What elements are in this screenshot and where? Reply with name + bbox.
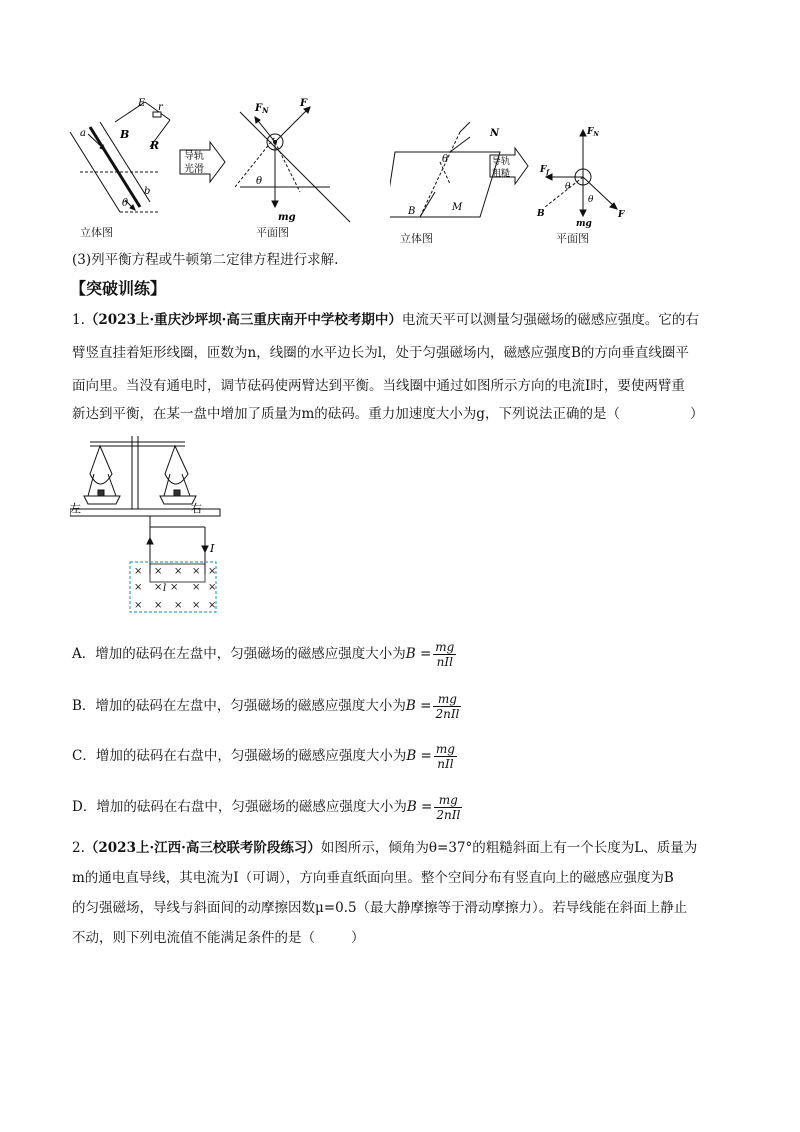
fig2-label-theta3: θ xyxy=(588,195,594,205)
fig1-label-FN: $F_N$ xyxy=(255,103,269,115)
fig2-label-F: F xyxy=(618,210,625,220)
q2-text-4: 不动，则下列电流值不能满足条件的是（ xyxy=(72,930,315,946)
fig1-label-E: E xyxy=(138,98,146,109)
fig1-label-B: B xyxy=(120,128,130,141)
fig1-caption-3d: 立体图 xyxy=(80,226,113,239)
q1-option-d[interactable] xyxy=(72,793,732,822)
svg-text:×: × xyxy=(134,582,143,593)
fig2-label-mg: mg xyxy=(576,219,592,229)
q1-text-1: 电流天平可以测量匀强磁场的磁感应强度。它的右 xyxy=(401,312,699,328)
q1-source: （2023上·重庆沙坪坝·高三重庆南开中学校考期中） xyxy=(84,312,402,328)
svg-text:×: × xyxy=(154,600,163,611)
fig2-label-N: N xyxy=(490,128,500,139)
svg-text:×: × xyxy=(134,566,143,577)
fig2-label-theta: θ xyxy=(442,154,449,165)
fig2-label-Ff: $F_f$ xyxy=(540,165,549,176)
svg-text:×: × xyxy=(192,582,201,593)
fig2-arrow-line1: 导轨 xyxy=(492,157,511,167)
fig2-label-theta2: θ xyxy=(565,182,571,192)
fig2-label-FN: $F_N$ xyxy=(587,127,599,138)
svg-text:×: × xyxy=(208,566,217,577)
q2-line-2: m的通电直导线，其电流为I（可调），方向垂直纸面向里。整个空间分布有竖直向上的磁感应强度为B xyxy=(72,870,674,886)
current-label-I: I xyxy=(210,542,215,555)
fig1-label-r: r xyxy=(158,102,163,113)
fig2-label-B: B xyxy=(408,206,416,217)
figure-1-svg xyxy=(60,92,360,242)
fig1-label-theta: θ xyxy=(122,198,129,209)
q1-option-b-fraction: $\frac{mg}{\text{2nIl}}$ xyxy=(435,692,460,721)
fig1-arrow-line1: 导轨 xyxy=(184,151,204,162)
q1-option-a[interactable] xyxy=(72,640,732,669)
q1-option-d-text: D．增加的砝码在右盘中，匀强磁场的磁感应强度大小为 xyxy=(72,799,407,815)
q2-source: （2023上·江西·高三校联考阶段练习） xyxy=(84,840,321,856)
q1-option-b-text: B．增加的砝码在左盘中，匀强磁场的磁感应强度大小为 xyxy=(72,698,406,714)
fig1-arrow xyxy=(180,142,225,182)
fig2-arrow-line2: 粗糙 xyxy=(492,169,511,179)
svg-text:×: × xyxy=(208,582,217,593)
fig1-label-F: F xyxy=(300,98,308,109)
section-title: 【突破训练】 xyxy=(70,279,167,298)
q1-option-d-fraction: $\frac{mg}{\text{2nIl}}$ xyxy=(436,793,461,822)
q2-text-1: 如图所示，倾角为θ=37°的粗糙斜面上有一个长度为L、质量为 xyxy=(320,840,698,856)
svg-text:×: × xyxy=(174,566,183,577)
q1-option-c-text: C．增加的砝码在右盘中，匀强磁场的磁感应强度大小为 xyxy=(72,748,407,764)
svg-text:×: × xyxy=(134,600,143,611)
q1-option-c[interactable] xyxy=(72,742,732,771)
q1-option-c-eq: B = xyxy=(406,748,432,764)
q2-number: 2. xyxy=(72,840,85,856)
q2-line-4 xyxy=(72,928,732,948)
step-3-text: (3)列平衡方程或牛顿第二定律方程进行求解. xyxy=(72,252,339,268)
fig1-caption-plane: 平面图 xyxy=(256,226,289,239)
fig2-label-M: M xyxy=(452,202,463,213)
q2-line-1 xyxy=(72,838,732,858)
q1-line-2: 臂竖直挂着矩形线圈，匝数为n，线圈的水平边长为l，处于匀强磁场内，磁感应强度B的方向垂直线圈平 xyxy=(72,345,689,361)
fig1-label-theta2: θ xyxy=(256,176,263,187)
q1-option-a-text: A．增加的砝码在左盘中，匀强磁场的磁感应强度大小为 xyxy=(72,646,406,662)
svg-text:×: × xyxy=(170,582,179,593)
q1-option-b[interactable] xyxy=(72,692,732,721)
q1-line-1 xyxy=(72,310,732,330)
fig1-label-R: R xyxy=(150,139,160,152)
q1-option-d-eq: B = xyxy=(406,799,433,815)
svg-text:×: × xyxy=(208,600,217,611)
q1-line-3: 面向里。当没有通电时，调节砝码使两臂达到平衡。当线圈中通过如图所示方向的电流I时，要使两臂重 xyxy=(72,378,685,394)
figure-1 xyxy=(60,92,360,242)
current-balance-figure xyxy=(70,434,240,616)
fig2-caption-plane: 平面图 xyxy=(556,232,589,245)
q2-bracket-close: ） xyxy=(351,930,365,946)
svg-text:×: × xyxy=(192,600,201,611)
fig1-label-b: b xyxy=(144,186,151,197)
balance-right-label: 右 xyxy=(191,502,202,515)
q1-number: 1. xyxy=(72,312,85,328)
q1-option-c-fraction: $\frac{mg}{\text{nIl}}$ xyxy=(435,742,455,771)
q1-line-4 xyxy=(72,404,732,424)
balance-left-label: 左 xyxy=(70,502,81,515)
svg-text:×: × xyxy=(154,582,163,593)
q1-option-a-fraction: $\frac{mg}{\text{nIl}}$ xyxy=(435,640,455,669)
q1-bracket-close: ） xyxy=(689,406,704,422)
q1-option-a-eq: B = xyxy=(405,646,432,662)
q1-text-4: 新达到平衡，在某一盘中增加了质量为m的砝码。重力加速度大小为g，下列说法正确的是（ xyxy=(72,406,620,422)
svg-text:×: × xyxy=(174,600,183,611)
fig2-caption-3d: 立体图 xyxy=(400,232,433,245)
figure-2 xyxy=(390,122,640,252)
fig1-label-mg: mg xyxy=(278,212,296,223)
field-crosses xyxy=(134,566,216,611)
q2-line-3: 的匀强磁场，导线与斜面间的动摩擦因数μ=0.5（最大静摩擦等于滑动摩擦力）。若导线能在斜面上静止 xyxy=(72,900,688,916)
fig2-label-B2: B xyxy=(537,209,545,219)
q1-option-b-eq: B = xyxy=(405,698,432,714)
svg-text:×: × xyxy=(154,566,163,577)
coil-length-label: l xyxy=(163,583,167,594)
fig1-label-a: a xyxy=(80,128,86,139)
current-balance-svg xyxy=(70,434,240,616)
fig1-arrow-line2: 光滑 xyxy=(184,164,204,175)
svg-text:×: × xyxy=(192,566,201,577)
